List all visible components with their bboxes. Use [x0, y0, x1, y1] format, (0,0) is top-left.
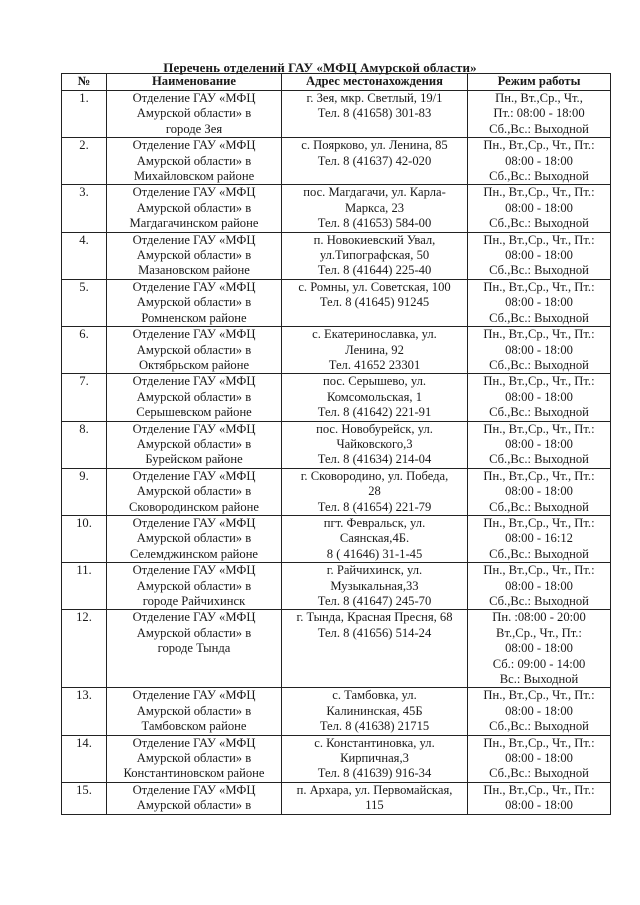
address-cell — [282, 138, 468, 185]
branch-name-line: Мазановском районе — [138, 263, 250, 278]
hours-line: 08:00 - 18:00 — [505, 248, 573, 263]
branch-name-cell — [107, 232, 282, 279]
hours-line: Пн., Вт.,Ср., Чт., Пт.: — [483, 563, 595, 578]
branch-name-cell — [107, 563, 282, 610]
row-number: 5. — [62, 279, 107, 326]
hours-line: Пн., Вт.,Ср., Чт., — [495, 91, 583, 105]
hours-line: 08:00 - 16:12 — [505, 531, 573, 546]
document-title: Перечень отделений ГАУ «МФЦ Амурской области» — [163, 60, 477, 75]
address-line: Музыкальная,33 — [330, 578, 419, 593]
address-line: с. Тамбовка, ул. — [332, 688, 417, 703]
branch-name-line: Амурской области» в — [136, 153, 252, 168]
branch-name-line: Амурской области» в — [136, 106, 252, 121]
hours-line: Пн., Вт.,Ср., Чт., Пт.: — [483, 421, 595, 436]
branch-name-line: Магдагачинском районе — [129, 216, 259, 231]
table-row — [62, 421, 611, 468]
address-line: с. Ромны, ул. Советская, 100 — [298, 279, 451, 294]
branch-name-line: Отделение ГАУ «МФЦ — [132, 91, 256, 105]
branch-name-cell — [107, 468, 282, 515]
address-line: Маркса, 23 — [344, 200, 405, 215]
table-body — [62, 91, 611, 815]
address-line: Саянская,4Б. — [339, 531, 410, 546]
branch-name-line: Отделение ГАУ «МФЦ — [132, 515, 256, 530]
address-line: Тел. 41652 23301 — [328, 357, 421, 372]
address-cell — [282, 782, 468, 814]
branch-name-cell — [107, 610, 282, 688]
hours-line: Сб.,Вс.: Выходной — [489, 499, 589, 514]
branch-name-line: городе Зея — [165, 121, 223, 136]
address-line: Тел. 8 (41647) 245-70 — [317, 594, 432, 608]
table-row — [62, 515, 611, 562]
hours-cell — [468, 374, 611, 421]
hours-line: Пн., Вт.,Ср., Чт., Пт.: — [483, 515, 595, 530]
branch-name-line: Амурской области» в — [136, 342, 252, 357]
address-line: Тел. 8 (41654) 221-79 — [317, 499, 432, 514]
branches-table — [61, 73, 611, 815]
branch-name-line: Отделение ГАУ «МФЦ — [132, 735, 256, 750]
address-line: Чайковского,3 — [336, 436, 413, 451]
row-number: 7. — [62, 374, 107, 421]
row-number: 11. — [62, 563, 107, 610]
address-cell — [282, 421, 468, 468]
hours-line: 08:00 - 18:00 — [505, 200, 573, 215]
hours-line: Сб.,Вс.: Выходной — [489, 452, 589, 467]
branch-name-cell — [107, 327, 282, 374]
hours-line: Пн., Вт.,Ср., Чт., Пт.: — [483, 374, 595, 389]
address-line: Тел. 8 (41656) 514-24 — [317, 625, 432, 640]
row-number: 13. — [62, 688, 107, 735]
row-number: 8. — [62, 421, 107, 468]
address-line: Тел. 8 (41642) 221-91 — [317, 405, 432, 420]
branch-name-cell — [107, 91, 282, 138]
hours-line: Сб.,Вс.: Выходной — [489, 546, 589, 561]
branch-name-cell — [107, 735, 282, 782]
hours-line: Пн., Вт.,Ср., Чт., Пт.: — [483, 468, 595, 483]
branch-name-line: Амурской области» в — [136, 578, 252, 593]
hours-line: Пн., Вт.,Ср., Чт., Пт.: — [483, 735, 595, 750]
branch-name-line: Отделение ГАУ «МФЦ — [132, 468, 256, 483]
address-line: Тел. 8 (41634) 214-04 — [317, 452, 432, 467]
hours-cell — [468, 421, 611, 468]
branch-name-line: Амурской области» в — [136, 703, 252, 718]
row-number: 14. — [62, 735, 107, 782]
row-number: 9. — [62, 468, 107, 515]
address-line: 28 — [368, 484, 381, 499]
branch-name-line: Отделение ГАУ «МФЦ — [132, 279, 256, 294]
table-row — [62, 563, 611, 610]
hours-line: Сб.: 09:00 - 14:00 — [492, 656, 586, 671]
hours-line: 08:00 - 18:00 — [505, 342, 573, 357]
address-line: Кирпичная,3 — [340, 751, 409, 766]
hours-line: 08:00 - 18:00 — [505, 295, 573, 310]
branch-name-line: Селемджинском районе — [129, 546, 259, 561]
branch-name-line: Амурской области» в — [136, 798, 252, 813]
hours-cell — [468, 735, 611, 782]
hours-cell — [468, 782, 611, 814]
address-line: Ленина, 92 — [345, 342, 404, 357]
hours-cell — [468, 185, 611, 232]
branch-name-line: Амурской области» в — [136, 200, 252, 215]
hours-line: Сб.,Вс.: Выходной — [489, 216, 589, 231]
address-line: Тел. 8 (41637) 42-020 — [317, 153, 432, 168]
column-header-address: Адрес местонахождения — [282, 74, 468, 91]
address-cell — [282, 735, 468, 782]
hours-line: Пн., Вт.,Ср., Чт., Пт.: — [483, 782, 595, 797]
row-number: 4. — [62, 232, 107, 279]
row-number: 10. — [62, 515, 107, 562]
branch-name-line: Амурской области» в — [136, 295, 252, 310]
branch-name-line: Отделение ГАУ «МФЦ — [132, 563, 256, 578]
branch-name-line: Отделение ГАУ «МФЦ — [132, 782, 256, 797]
address-cell — [282, 327, 468, 374]
address-line: Тел. 8 (41638) 21715 — [319, 719, 430, 734]
hours-line: Пн., Вт.,Ср., Чт., Пт.: — [483, 688, 595, 703]
branch-name-line: Амурской области» в — [136, 436, 252, 451]
branch-name-line: городе Тында — [157, 641, 231, 656]
table-row — [62, 782, 611, 814]
branch-name-line: Отделение ГАУ «МФЦ — [132, 232, 256, 247]
branch-name-line: Амурской области» в — [136, 389, 252, 404]
table-row — [62, 279, 611, 326]
branch-name-cell — [107, 279, 282, 326]
row-number: 3. — [62, 185, 107, 232]
branch-name-line: Отделение ГАУ «МФЦ — [132, 374, 256, 389]
branch-name-line: Амурской области» в — [136, 248, 252, 263]
branch-name-line: Отделение ГАУ «МФЦ — [132, 185, 256, 200]
hours-line: 08:00 - 18:00 — [505, 153, 573, 168]
hours-line: 08:00 - 18:00 — [505, 484, 573, 499]
branch-name-cell — [107, 185, 282, 232]
table-row — [62, 232, 611, 279]
hours-cell — [468, 563, 611, 610]
branch-name-line: Отделение ГАУ «МФЦ — [132, 327, 256, 342]
hours-cell — [468, 327, 611, 374]
hours-line: Сб.,Вс.: Выходной — [489, 766, 589, 781]
hours-line: Сб.,Вс.: Выходной — [489, 121, 589, 136]
branch-name-line: Амурской области» в — [136, 625, 252, 640]
hours-cell — [468, 688, 611, 735]
hours-line: 08:00 - 18:00 — [505, 798, 573, 813]
column-header-number: № — [62, 74, 107, 91]
hours-line: Сб.,Вс.: Выходной — [489, 405, 589, 420]
address-line: пос. Серышево, ул. — [322, 374, 427, 389]
column-header-name: Наименование — [107, 74, 282, 91]
address-line: 8 ( 41646) 31-1-45 — [326, 546, 423, 561]
address-line: п. Архара, ул. Первомайская, — [296, 782, 453, 797]
address-cell — [282, 468, 468, 515]
branch-name-cell — [107, 688, 282, 735]
hours-line: Пн., Вт.,Ср., Чт., Пт.: — [483, 138, 595, 153]
address-line: с. Поярково, ул. Ленина, 85 — [301, 138, 448, 153]
address-cell — [282, 610, 468, 688]
hours-cell — [468, 468, 611, 515]
hours-line: Пн., Вт.,Ср., Чт., Пт.: — [483, 279, 595, 294]
address-line: г. Сковородино, ул. Победа, — [300, 468, 449, 483]
branch-name-line: Отделение ГАУ «МФЦ — [132, 138, 256, 153]
hours-cell — [468, 515, 611, 562]
address-line: Калининская, 45Б — [326, 703, 423, 718]
address-line: 115 — [365, 798, 384, 813]
row-number: 15. — [62, 782, 107, 814]
address-cell — [282, 688, 468, 735]
address-line: пгт. Февральск, ул. — [323, 515, 426, 530]
table-row — [62, 610, 611, 688]
hours-line: Сб.,Вс.: Выходной — [489, 357, 589, 372]
table-row — [62, 688, 611, 735]
address-line: Тел. 8 (41644) 225-40 — [317, 263, 432, 278]
hours-line: 08:00 - 18:00 — [505, 578, 573, 593]
branch-name-line: Амурской области» в — [136, 484, 252, 499]
table-header-row — [62, 74, 611, 91]
hours-line: 08:00 - 18:00 — [505, 436, 573, 451]
hours-line: Вс.: Выходной — [499, 672, 579, 687]
address-line: с. Екатеринославка, ул. — [312, 327, 437, 342]
hours-cell — [468, 279, 611, 326]
address-cell — [282, 91, 468, 138]
branch-name-cell — [107, 782, 282, 814]
address-line: Тел. 8 (41653) 584-00 — [317, 216, 432, 231]
row-number: 1. — [62, 91, 107, 138]
table-row — [62, 138, 611, 185]
branch-name-line: Константиновском районе — [123, 766, 265, 781]
address-cell — [282, 563, 468, 610]
branch-name-line: Амурской области» в — [136, 531, 252, 546]
branch-name-line: Октябрьском районе — [138, 357, 250, 372]
table-row — [62, 185, 611, 232]
hours-line: 08:00 - 18:00 — [505, 641, 573, 656]
branch-name-line: Ромненском районе — [141, 310, 247, 325]
hours-line: Пн., Вт.,Ср., Чт., Пт.: — [483, 232, 595, 247]
hours-line: Сб.,Вс.: Выходной — [489, 719, 589, 734]
hours-cell — [468, 138, 611, 185]
hours-line: Пн., Вт.,Ср., Чт., Пт.: — [483, 185, 595, 200]
address-line: с. Константиновка, ул. — [314, 735, 435, 750]
branch-name-cell — [107, 374, 282, 421]
address-cell — [282, 279, 468, 326]
address-line: Комсомольская, 1 — [326, 389, 423, 404]
table-row — [62, 468, 611, 515]
row-number: 12. — [62, 610, 107, 688]
address-line: пос. Новобурейск, ул. — [316, 421, 433, 436]
branch-name-line: Тамбовском районе — [141, 719, 247, 734]
branch-name-cell — [107, 515, 282, 562]
hours-line: 08:00 - 18:00 — [505, 389, 573, 404]
address-cell — [282, 185, 468, 232]
branch-name-line: Бурейском районе — [145, 452, 243, 467]
hours-line: Пн., Вт.,Ср., Чт., Пт.: — [483, 327, 595, 342]
hours-cell — [468, 91, 611, 138]
row-number: 2. — [62, 138, 107, 185]
branch-name-line: Отделение ГАУ «МФЦ — [132, 421, 256, 436]
address-line: ул.Типографская, 50 — [319, 248, 430, 263]
branch-name-line: Отделение ГАУ «МФЦ — [132, 610, 256, 625]
hours-line: 08:00 - 18:00 — [505, 703, 573, 718]
hours-line: Пн. :08:00 - 20:00 — [492, 610, 586, 625]
hours-line: Сб.,Вс.: Выходной — [489, 169, 589, 184]
row-number: 6. — [62, 327, 107, 374]
branch-name-cell — [107, 138, 282, 185]
table-row — [62, 735, 611, 782]
column-header-hours: Режим работы — [468, 74, 611, 91]
branch-name-line: Серышевском районе — [136, 405, 252, 420]
address-line: Тел. 8 (41639) 916-34 — [317, 766, 432, 781]
address-line: Тел. 8 (41658) 301-83 — [317, 106, 432, 121]
hours-line: Вт.,Ср., Чт., Пт.: — [496, 625, 582, 640]
address-line: пос. Магдагачи, ул. Карла- — [303, 185, 446, 200]
address-cell — [282, 374, 468, 421]
address-line: п. Новокиевский Увал, — [313, 232, 436, 247]
address-line: г. Зея, мкр. Светлый, 19/1 — [306, 91, 443, 105]
branch-name-line: Отделение ГАУ «МФЦ — [132, 688, 256, 703]
hours-line: Сб.,Вс.: Выходной — [489, 310, 589, 325]
hours-line: Пт.: 08:00 - 18:00 — [493, 106, 585, 121]
address-line: г. Райчихинск, ул. — [326, 563, 423, 578]
address-line: г. Тында, Красная Пресня, 68 — [296, 610, 453, 625]
hours-cell — [468, 610, 611, 688]
hours-line: Сб.,Вс.: Выходной — [489, 594, 589, 608]
address-line: Тел. 8 (41645) 91245 — [319, 295, 430, 310]
table-row — [62, 327, 611, 374]
branch-name-line: городе Райчихинск — [142, 594, 246, 608]
branch-name-line: Амурской области» в — [136, 751, 252, 766]
branch-name-line: Сковородинском районе — [129, 499, 259, 514]
branch-name-line: Михайловском районе — [133, 169, 255, 184]
table-row — [62, 91, 611, 138]
hours-cell — [468, 232, 611, 279]
table-row — [62, 374, 611, 421]
address-cell — [282, 232, 468, 279]
hours-line: Сб.,Вс.: Выходной — [489, 263, 589, 278]
branch-name-cell — [107, 421, 282, 468]
address-cell — [282, 515, 468, 562]
hours-line: 08:00 - 18:00 — [505, 751, 573, 766]
